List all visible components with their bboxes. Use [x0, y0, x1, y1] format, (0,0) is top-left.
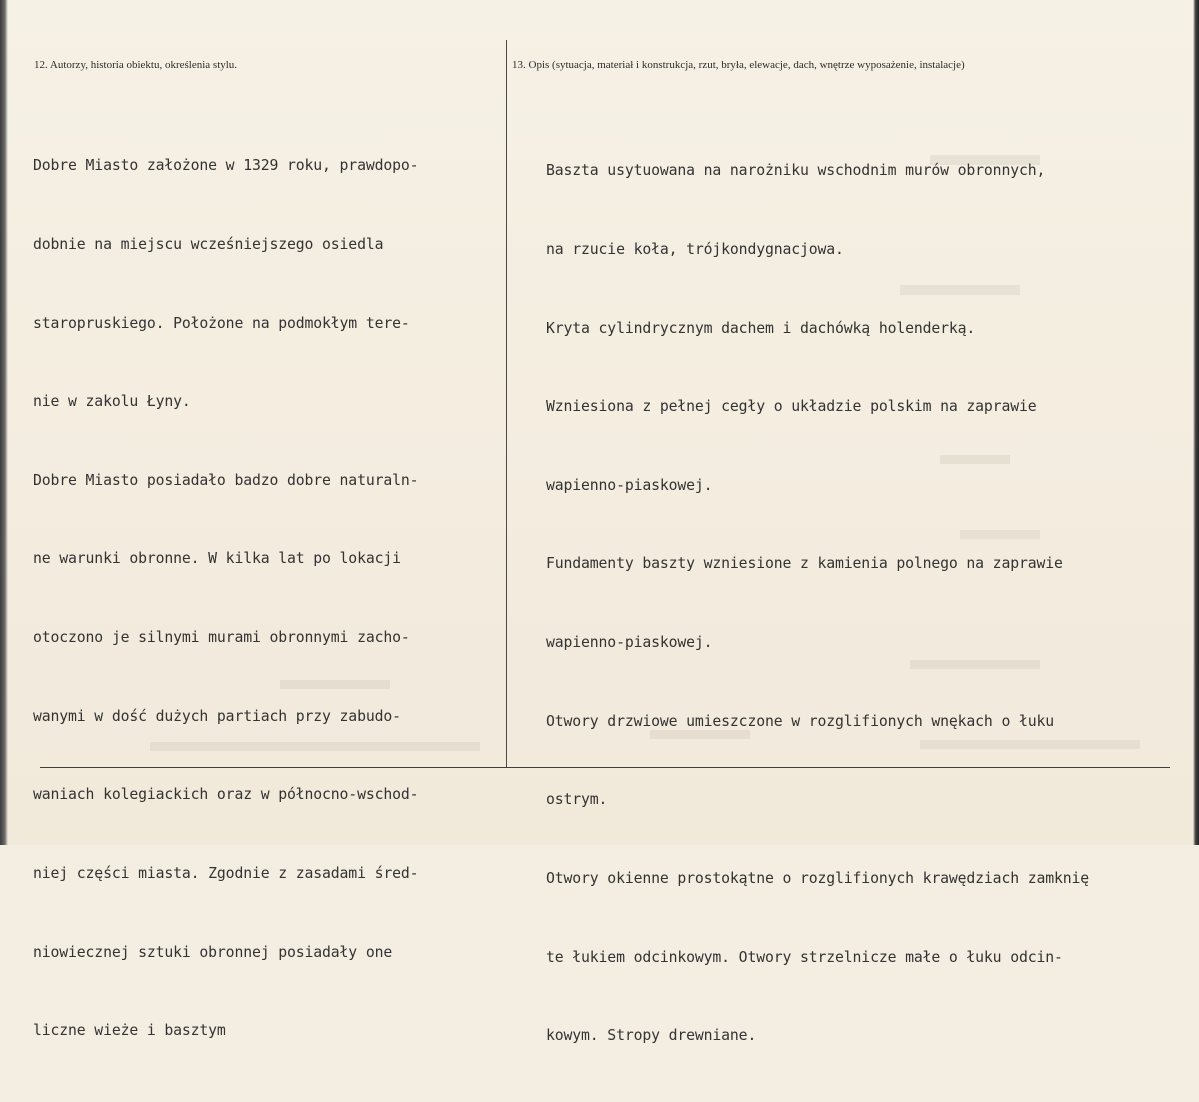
body-line: wapienno-piaskowej.: [546, 476, 713, 494]
scan-edge-left: [0, 0, 8, 845]
section-13-header: 13. Opis (sytuacja, materiał i konstrukcja, rzut, bryła, elewacje, dach, wnętrze wyposażenie, instalacje): [512, 59, 965, 71]
body-line: Dobre Miasto założone w 1329 roku, prawdopo-: [33, 157, 419, 175]
body-line: Dobre Miasto posiadało badzo dobre naturaln-: [33, 471, 419, 489]
body-line: nie w zakolu Łyny.: [33, 393, 191, 411]
body-line: Kryta cylindrycznym dachem i dachówką holenderką.: [546, 319, 976, 337]
section-12-header: 12. Autorzy, historia obiektu, określenia stylu.: [34, 59, 238, 71]
body-line: Wzniesiona z pełnej cegły o układzie polskim na zaprawie: [546, 398, 1037, 416]
bleed-through-mark: [930, 155, 1040, 165]
body-line: waniach kolegiackich oraz w północno-wschod-: [33, 786, 419, 804]
bleed-through-mark: [280, 680, 390, 689]
section-13-body: [546, 106, 1089, 1102]
body-line: ostrym.: [546, 791, 608, 809]
body-line: dobnie na miejscu wcześniejszego osiedla: [33, 236, 384, 254]
body-line: na rzucie koła, trójkondygnacjowa.: [546, 241, 844, 259]
body-line: Otwory drzwiowe umieszczone w rozglifionych wnękach o łuku: [546, 712, 1054, 730]
body-line: wanymi w dość dużych partiach przy zabudo-: [33, 707, 401, 725]
body-line: Baszta usytuowana na narożniku wschodnim murów obronnych,: [546, 162, 1046, 180]
scan-edge-right: [1193, 0, 1199, 845]
body-line: kowym. Stropy drewniane.: [546, 1027, 757, 1045]
column-divider: [506, 40, 507, 768]
body-line: niej części miasta. Zgodnie z zasadami śred-: [33, 864, 419, 882]
bleed-through-mark: [940, 455, 1010, 464]
body-line: Fundamenty baszty wzniesione z kamienia polnego na zaprawie: [546, 555, 1063, 573]
bleed-through-mark: [650, 730, 750, 739]
body-line: liczne wieże i basztym: [33, 1022, 226, 1040]
bleed-through-mark: [150, 742, 480, 751]
bleed-through-mark: [900, 285, 1020, 295]
body-line: wapienno-piaskowej.: [546, 634, 713, 652]
body-line: te łukiem odcinkowym. Otwory strzelnicze małe o łuku odcin-: [546, 948, 1063, 966]
section-12-body: [33, 101, 418, 1097]
body-line: staropruskiego. Położone na podmokłym tere-: [33, 314, 410, 332]
body-line: Otwory okienne prostokątne o rozglifionych krawędziach zamknię: [546, 869, 1090, 887]
bleed-through-mark: [910, 660, 1040, 669]
bleed-through-mark: [920, 740, 1140, 749]
bleed-through-mark: [960, 530, 1040, 539]
body-line: niowiecznej sztuki obronnej posiadały one: [33, 943, 393, 961]
body-line: otoczono je silnymi murami obronnymi zacho-: [33, 629, 410, 647]
body-line: ne warunki obronne. W kilka lat po lokacji: [33, 550, 401, 568]
